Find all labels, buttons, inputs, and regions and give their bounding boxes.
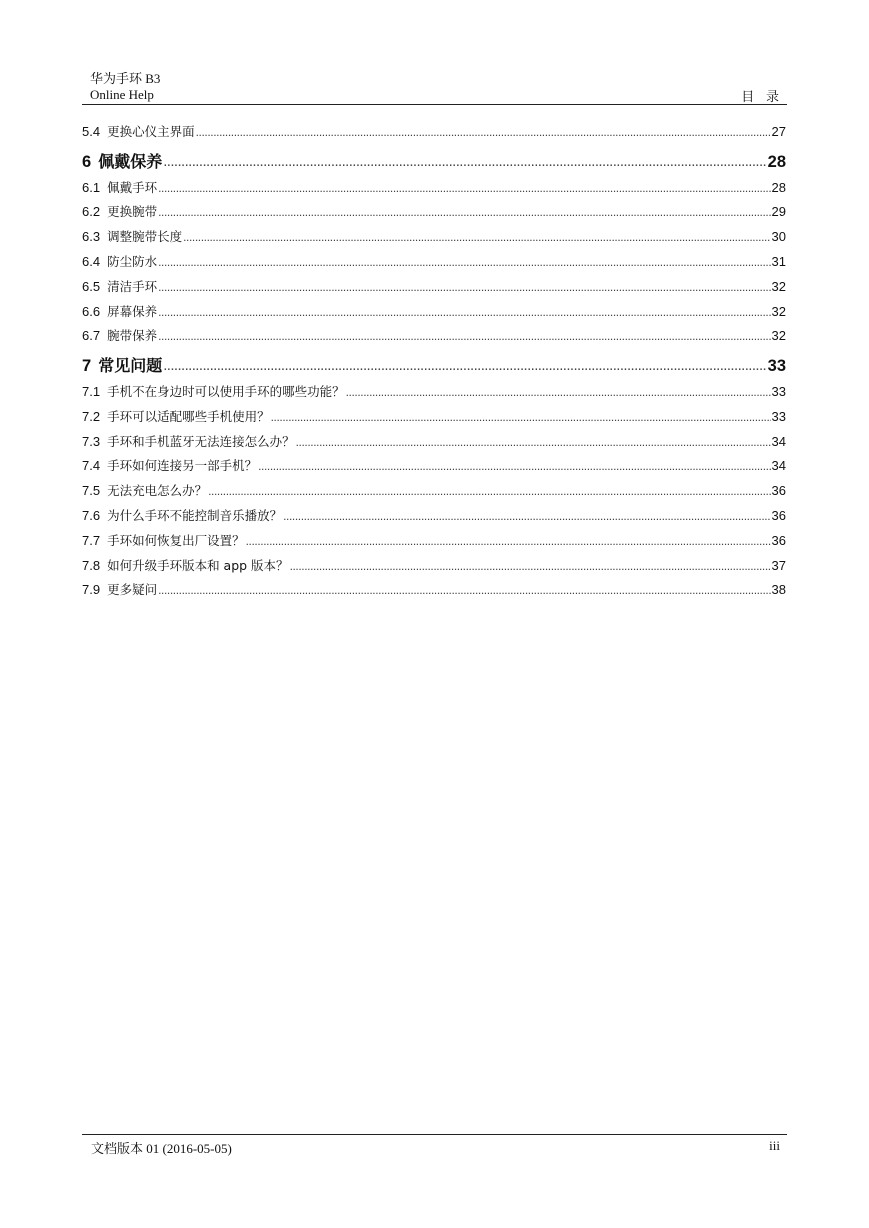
toc-entry-number: 7.2 [82,408,101,424]
toc-dot-leader [158,578,770,603]
toc-section-entry[interactable] [82,529,786,554]
toc-section-entry[interactable] [82,275,786,300]
toc-entry-page: 33 [771,383,786,399]
toc-entry-title: 防尘防水 [107,253,158,269]
toc-entry-title: 常见问题 [98,356,163,376]
toc-entry-title: 佩戴保养 [98,151,163,171]
page-header [82,66,791,105]
section-name: 目录 [741,89,791,104]
toc-entry-title: 手环和手机蓝牙无法连接怎么办？ [107,433,295,449]
toc-dot-leader [163,150,766,175]
toc-entry-title: 屏幕保养 [107,303,158,319]
toc-entry-number: 6.2 [82,204,101,220]
toc-entry-number: 7.3 [82,433,101,449]
toc-dot-leader [246,529,771,554]
toc-section-entry[interactable] [82,454,786,479]
toc-section-entry[interactable] [82,200,786,225]
toc-entry-number: 7.8 [82,557,101,573]
toc-entry-number: 7.6 [82,507,101,523]
toc-dot-leader [163,354,766,379]
table-of-contents [82,120,786,603]
page-footer [82,1134,787,1156]
toc-entry-page: 38 [771,582,786,598]
toc-section-entry[interactable] [82,405,786,430]
toc-entry-number: 6.4 [82,253,101,269]
toc-dot-leader [158,324,770,349]
toc-section-entry[interactable] [82,324,786,349]
toc-entry-number: 6.7 [82,328,101,344]
toc-entry-number: 7 [82,357,92,376]
toc-section-entry[interactable] [82,554,786,579]
toc-entry-page: 31 [771,253,786,269]
toc-entry-title: 手机不在身边时可以使用手环的哪些功能？ [107,383,345,399]
toc-dot-leader [296,430,771,455]
toc-dot-leader [283,504,770,529]
toc-entry-title: 为什么手环不能控制音乐播放？ [107,507,283,523]
toc-entry-title: 调整腕带长度 [107,229,183,245]
toc-entry-title: 手环可以适配哪些手机使用？ [107,408,270,424]
toc-entry-title: 手环如何恢复出厂设置？ [107,532,245,548]
toc-section-entry[interactable] [82,250,786,275]
toc-entry-number: 7.7 [82,532,101,548]
toc-entry-page: 27 [771,124,786,139]
toc-entry-page: 32 [771,278,786,294]
toc-section-entry[interactable] [82,225,786,250]
toc-entry-number: 7.1 [82,383,101,399]
toc-entry-title: 佩戴手环 [107,179,158,195]
toc-entry-page: 36 [771,532,786,548]
toc-section-entry[interactable] [82,430,786,455]
toc-section-entry[interactable] [82,300,786,325]
toc-entry-title: 腕带保养 [107,328,158,344]
toc-entry-number: 6.3 [82,229,101,245]
toc-entry-title: 如何升级手环版本和 app 版本？ [107,557,289,573]
toc-section-entry[interactable] [82,479,786,504]
toc-entry-title: 清洁手环 [107,278,158,294]
toc-entry-page: 36 [771,483,786,499]
toc-entry-page: 34 [771,458,786,474]
toc-entry-number: 7.5 [82,483,101,499]
toc-dot-leader [290,554,771,579]
toc-dot-leader [258,454,770,479]
toc-dot-leader [271,405,771,430]
toc-dot-leader [158,200,770,225]
toc-entry-title: 更换心仪主界面 [107,124,195,139]
toc-entry-number: 7.4 [82,458,101,474]
toc-entry-number: 5.4 [82,124,101,139]
toc-entry-page: 36 [771,507,786,523]
toc-dot-leader [158,176,770,201]
toc-entry-page: 37 [771,557,786,573]
toc-section-entry[interactable] [82,380,786,405]
toc-dot-leader [158,275,770,300]
page-number: iii [769,1138,780,1153]
toc-entry-page: 32 [771,303,786,319]
toc-entry-number: 6.1 [82,179,101,195]
toc-section-entry[interactable] [82,504,786,529]
toc-entry-page: 34 [771,433,786,449]
toc-section-entry[interactable] [82,176,786,201]
toc-entry-number: 6.5 [82,278,101,294]
toc-section-entry[interactable] [82,120,786,145]
toc-entry-page: 33 [771,408,786,424]
toc-entry-page: 32 [771,328,786,344]
toc-dot-leader [158,250,770,275]
toc-dot-leader [158,300,770,325]
toc-entry-page: 33 [767,357,786,376]
toc-chapter-entry[interactable] [82,150,786,175]
toc-entry-number: 6 [82,152,92,171]
toc-entry-title: 无法充电怎么办？ [107,483,208,499]
document-subtitle: Online Help [90,87,154,102]
toc-entry-number: 7.9 [82,582,101,598]
toc-section-entry[interactable] [82,578,786,603]
toc-chapter-entry[interactable] [82,354,786,379]
document-title: 华为手环 B3 [90,71,161,86]
toc-entry-number: 6.6 [82,303,101,319]
toc-entry-page: 30 [771,229,786,245]
toc-entry-page: 28 [767,152,786,171]
toc-entry-title: 手环如何连接另一部手机？ [107,458,258,474]
toc-entry-title: 更换腕带 [107,204,158,220]
toc-entry-page: 28 [771,179,786,195]
toc-dot-leader [208,479,770,504]
toc-dot-leader [196,120,771,145]
toc-dot-leader [346,380,771,405]
toc-dot-leader [183,225,770,250]
document-version: 文档版本 01 (2016-05-05) [91,1141,232,1156]
toc-entry-title: 更多疑问 [107,582,158,598]
toc-entry-page: 29 [771,204,786,220]
